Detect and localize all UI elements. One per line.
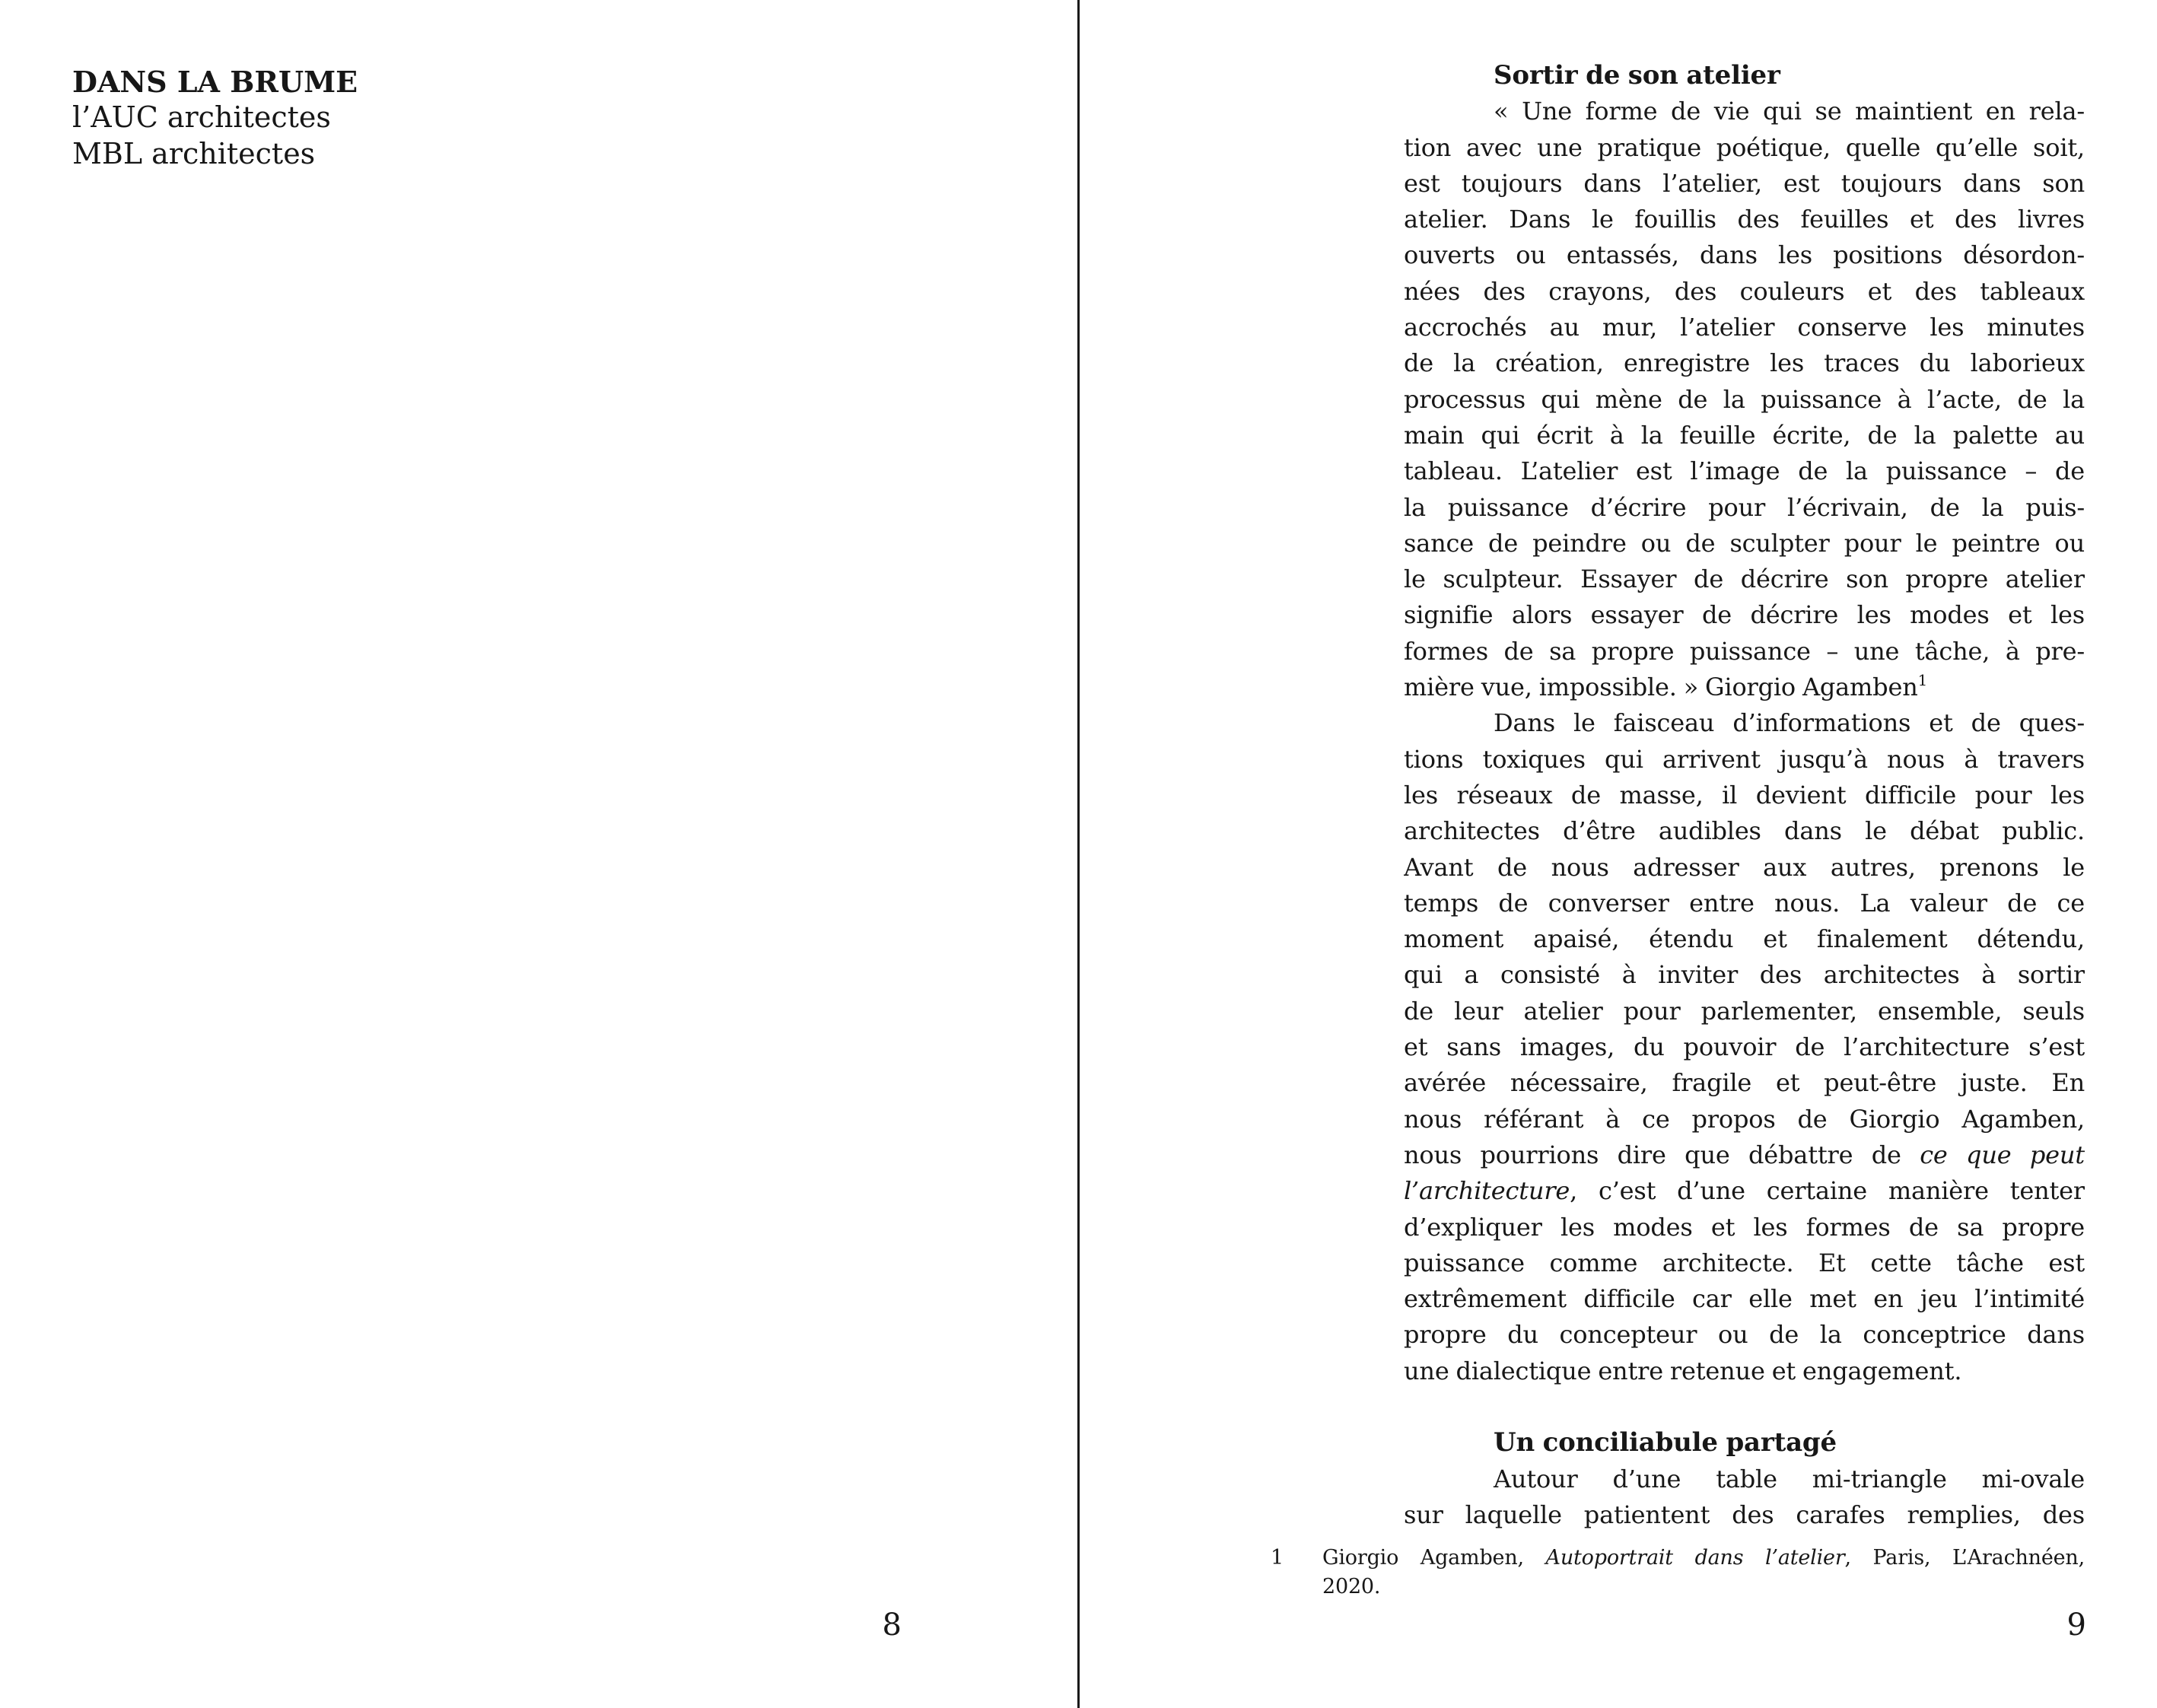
text-run: les réseaux de masse, il devient difficile pour les (1404, 780, 2085, 809)
text-line (1404, 561, 2085, 597)
text-run: mière vue, impossible. » Giorgio Agamben (1404, 673, 1918, 702)
text-run: de leur atelier pour parlementer, ensemble, seuls (1404, 996, 2085, 1026)
text-run: tions toxiques qui arrivent jusqu’à nous à travers (1404, 744, 2085, 774)
text-line (1404, 237, 2085, 273)
text-line (1404, 886, 2085, 921)
text-run: tableau. L’atelier est l’image de la puissance – de (1404, 456, 2085, 486)
text-run: est toujours dans l’atelier, est toujours dans son (1404, 168, 2085, 198)
text-line (1404, 526, 2085, 561)
text-run: avérée nécessaire, fragile et peut-être juste. En (1404, 1068, 2085, 1098)
text-line (1404, 634, 2085, 670)
text-line (1404, 705, 2085, 741)
text-run: , c’est d’une certaine manière tenter (1570, 1176, 2085, 1206)
text-line (1404, 1462, 2085, 1497)
blank-line (1404, 1389, 2085, 1425)
text-line (1404, 742, 2085, 778)
text-line (1404, 453, 2085, 489)
text-run: puissance comme architecte. Et cette tâche est (1404, 1248, 2085, 1277)
text-line (1404, 274, 2085, 310)
text-line (1404, 1173, 2085, 1209)
text-line (1404, 1281, 2085, 1317)
text-run: Autour d’une table mi-triangle mi-ovale (1494, 1464, 2085, 1493)
text-line (1404, 94, 2085, 129)
text-run: nous référant à ce propos de Giorgio Agamben, (1404, 1104, 2085, 1134)
italic-text: Autoportrait dans l’atelier (1545, 1546, 1845, 1570)
text-line (1404, 1065, 2085, 1101)
text-line (1404, 957, 2085, 993)
text-line (1404, 921, 2085, 957)
text-line (1404, 1353, 2085, 1389)
text-run: atelier. Dans le fouillis des feuilles et des livres (1404, 205, 2085, 234)
text-run: sance de peindre ou de sculpter pour le peintre ou (1404, 528, 2085, 558)
text-run: nous pourrions dire que débattre de (1404, 1140, 1920, 1169)
text-run: Un conciliabule partagé (1494, 1427, 1837, 1458)
text-run: extrêmement difficile car elle met en jeu l’intimité (1404, 1284, 2085, 1314)
text-line (1404, 850, 2085, 886)
text-line (1404, 1317, 2085, 1353)
text-line (1404, 130, 2085, 166)
text-run: , Paris, L’Arachnéen, (1844, 1546, 2085, 1570)
text-line (1404, 1210, 2085, 1245)
text-run: formes de sa propre puissance – une tâche, à pre- (1404, 636, 2085, 666)
text-line (1404, 382, 2085, 418)
right-page-text-column (1404, 58, 2085, 1533)
text-run: Giorgio Agamben, (1322, 1546, 1546, 1570)
left-page-title-block (72, 64, 358, 172)
text-run: architectes d’être audibles dans le débat public. (1404, 816, 2085, 846)
text-line (1404, 418, 2085, 453)
italic-text: ce que peut (1920, 1140, 2085, 1169)
text-line (1404, 1137, 2085, 1173)
page-number-left: 8 (882, 1608, 902, 1643)
text-line (1404, 778, 2085, 813)
text-run: Sortir de son atelier (1494, 60, 1780, 91)
text-line (1404, 1245, 2085, 1281)
text-run: sur laquelle patientent des carafes remplies, des (1404, 1500, 2085, 1529)
chapter-title: DANS LA BRUME (72, 65, 358, 99)
text-line (1404, 310, 2085, 345)
text-run: temps de converser entre nous. La valeur de ce (1404, 888, 2085, 918)
page-number-right: 9 (2066, 1608, 2086, 1643)
text-line (1404, 202, 2085, 237)
text-run: nées des crayons, des couleurs et des tableaux (1404, 276, 2085, 306)
text-run: et sans images, du pouvoir de l’architecture s’est (1404, 1032, 2085, 1062)
text-run: qui a consisté à inviter des architectes à sortir (1404, 960, 2085, 990)
footnote-reference-mark: 1 (1917, 671, 1928, 690)
text-run: la puissance d’écrire pour l’écrivain, de la puis- (1404, 492, 2085, 522)
text-line (1404, 813, 2085, 849)
text-run: le sculpteur. Essayer de décrire son propre atelier (1404, 565, 2085, 594)
footnote (1271, 1544, 2085, 1601)
chapter-subtitle: l’AUC architectes (72, 100, 331, 135)
footnote-line (1322, 1544, 2085, 1573)
text-run: main qui écrit à la feuille écrite, de la palette au (1404, 420, 2085, 450)
text-run: propre du concepteur ou de la conceptrice dans (1404, 1320, 2085, 1350)
text-line (1404, 670, 2085, 705)
text-line (1404, 1029, 2085, 1065)
footnote-line: 2020. (1322, 1574, 1381, 1598)
text-run: Avant de nous adresser aux autres, prenons le (1404, 852, 2085, 882)
text-run: tion avec une pratique poétique, quelle qu’elle soit, (1404, 132, 2085, 162)
page-gutter-divider (1077, 0, 1080, 1708)
text-line (1404, 1102, 2085, 1137)
text-line (1404, 597, 2085, 633)
text-run: « Une forme de vie qui se maintient en rela- (1494, 97, 2085, 126)
text-run: Dans le faisceau d’informations et de ques- (1494, 708, 2085, 738)
text-run: accrochés au mur, l’atelier conserve les minutes (1404, 313, 2085, 342)
text-run: signifie alors essayer de décrire les modes et les (1404, 600, 2085, 630)
text-run: processus qui mène de la puissance à l’acte, de la (1404, 384, 2085, 414)
text-run: de la création, enregistre les traces du laborieux (1404, 348, 2085, 378)
text-run: une dialectique entre retenue et engagement. (1404, 1356, 1962, 1385)
text-line (1404, 345, 2085, 381)
text-line (1404, 490, 2085, 526)
text-line (1404, 994, 2085, 1029)
text-line (1404, 1497, 2085, 1533)
italic-text: l’architecture (1404, 1176, 1570, 1206)
section-heading (1404, 58, 2085, 94)
text-run: ouverts ou entassés, dans les positions désordon- (1404, 240, 2085, 270)
footnote-number: 1 (1271, 1546, 1284, 1570)
text-run: moment apaisé, étendu et finalement détendu, (1404, 924, 2085, 954)
footnote-text (1322, 1544, 2085, 1601)
text-line (1404, 166, 2085, 202)
chapter-subtitle: MBL architectes (72, 136, 316, 170)
section-heading (1404, 1425, 2085, 1461)
text-run: d’expliquer les modes et les formes de sa propre (1404, 1212, 2085, 1242)
